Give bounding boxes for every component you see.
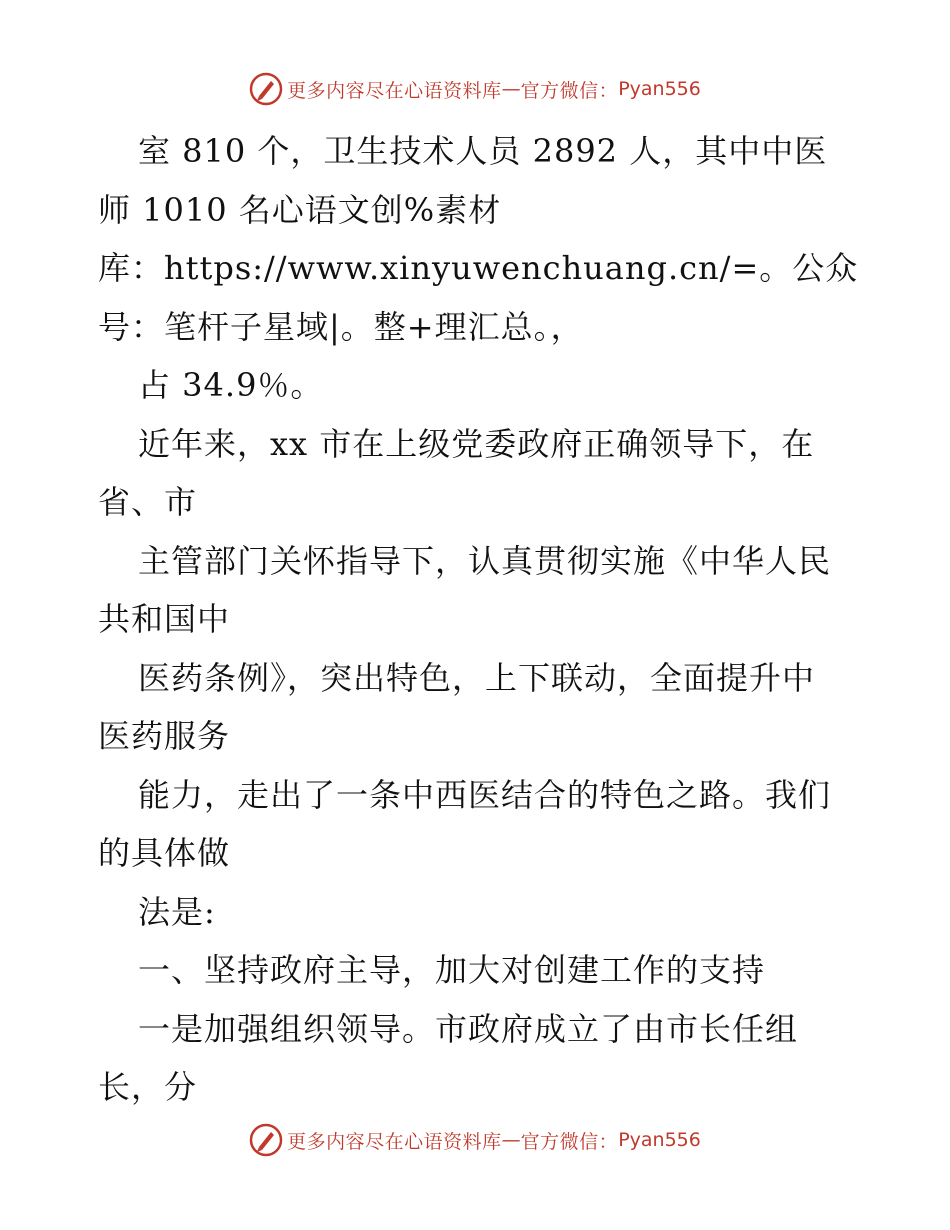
pen-logo-icon [249, 72, 283, 106]
pen-logo-icon [249, 1123, 283, 1157]
text-line: 主管部门关怀指导下，认真贯彻实施《中华人民 [138, 541, 832, 580]
text-line: 师 1010 名心语文创%素材 [98, 190, 502, 229]
banner-wechat-id: Pyan556 [618, 78, 701, 100]
text-line: 近年来，xx 市在上级党委政府正确领导下，在 [138, 424, 815, 463]
text-line: 能力，走出了一条中西医结合的特色之路。我们 [138, 775, 832, 814]
text-line: 的具体做 [98, 834, 231, 872]
banner-text: 更多内容尽在心语资料库 [287, 1130, 502, 1153]
text-line: 共和国中 [98, 600, 231, 638]
section-heading: 一、坚持政府主导，加大对创建工作的支持 [138, 951, 766, 989]
text-line: 医药条例》，突出特色，上下联动，全面提升中 [138, 658, 816, 697]
text-line: 一是加强组织领导。市政府成立了由市长任组 [138, 1009, 799, 1048]
text-line: 长，分 [98, 1068, 198, 1106]
banner-text: 更多内容尽在心语资料库 [287, 79, 502, 102]
text-line: 医药服务 [98, 717, 231, 755]
footer-watermark [0, 1123, 950, 1157]
document-body [98, 122, 858, 1117]
text-line: 室 810 个，卫生技术人员 2892 人，其中中医 [138, 132, 828, 170]
text-line: 占 34.9％。 [138, 366, 324, 404]
banner-wechat-label: 官方微信： [520, 79, 619, 102]
text-line: 号：笔杆子星域|。整+理汇总。， [98, 307, 584, 346]
text-line: 省、市 [98, 483, 198, 521]
text-line: 库：https://www.xinyuwenchuang.cn/=。公众 [98, 249, 859, 287]
banner-separator: — [501, 1129, 521, 1151]
text-line: 法是: [138, 892, 216, 931]
banner-wechat-label: 官方微信： [520, 1130, 619, 1153]
header-watermark [0, 72, 950, 106]
banner-wechat-id: Pyan556 [618, 1129, 701, 1151]
banner-separator: — [501, 78, 521, 100]
